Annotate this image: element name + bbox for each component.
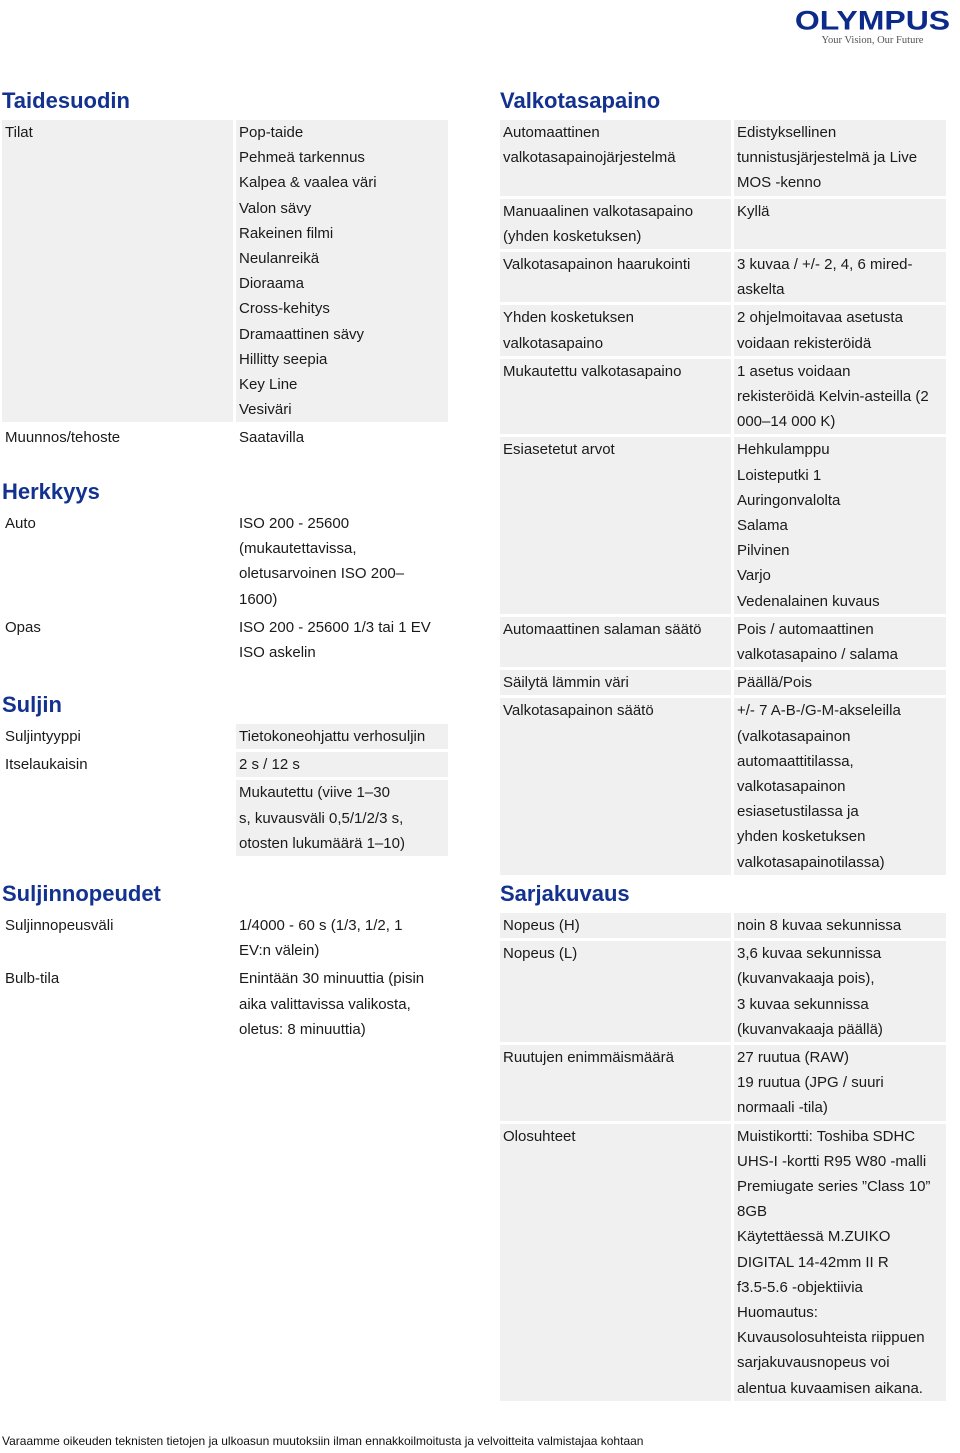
spec-row — [2, 120, 448, 425]
section-suljin — [2, 692, 448, 859]
text-line: Bulb-tila — [5, 970, 60, 988]
text-line: Vedenalainen kuvaus — [737, 592, 880, 610]
section-title: Suljin — [2, 692, 62, 717]
spec-row — [2, 615, 448, 668]
spec-label — [500, 698, 734, 874]
text-line: UHS-I -kortti R95 W80 -malli — [737, 1152, 927, 1170]
text-line: automaattitilassa, — [737, 752, 854, 770]
text-line: Tilat — [5, 124, 33, 141]
text-line: Cross-kehitys — [239, 300, 330, 318]
text-line: Valon sävy — [239, 199, 312, 217]
text-line: otosten lukumäärä 1–10) — [239, 834, 405, 852]
text-line: Manuaalinen valkotasapaino — [503, 202, 694, 220]
text-line: Automaattinen — [503, 124, 600, 141]
text-line: (yhden kosketuksen) — [503, 227, 642, 245]
text-line: Edistyksellinen — [737, 124, 837, 141]
spec-table — [2, 511, 448, 668]
section-title: Taidesuodin — [2, 88, 130, 113]
spec-row — [500, 617, 946, 670]
spec-row — [500, 913, 946, 941]
text-line: MOS -kenno — [737, 174, 822, 192]
text-line: ISO 200 - 25600 — [239, 515, 350, 532]
text-line: Huomautus: — [737, 1304, 818, 1322]
olympus-logo — [790, 2, 955, 46]
spec-row — [2, 913, 448, 966]
text-line: tunnistusjärjestelmä ja Live — [737, 149, 918, 167]
text-line: 27 ruutua (RAW) — [737, 1049, 849, 1067]
text-line: Valkotasapainon haarukointi — [503, 256, 691, 274]
spec-row — [500, 199, 946, 252]
text-line: Mukautettu (viive 1–30 — [239, 784, 390, 802]
text-line: Automaattinen salaman säätö — [503, 620, 702, 638]
text-line: Nopeus (L) — [503, 945, 578, 963]
section-title: Valkotasapaino — [500, 88, 661, 113]
text-line: voidaan rekisteröidä — [737, 334, 872, 352]
spec-row — [500, 120, 946, 199]
spec-label — [500, 617, 734, 667]
text-line: Kuvausolosuhteista riippuen — [737, 1329, 925, 1347]
text-line: Suljinnopeusväli — [5, 917, 114, 934]
spec-value — [734, 698, 946, 874]
text-line: Suljintyyppi — [5, 728, 81, 745]
text-line: alentua kuvaamisen aikana. — [737, 1379, 923, 1397]
spec-label — [2, 615, 236, 665]
text-line: (mukautettavissa, — [239, 540, 357, 558]
footer-disclaimer: Varaamme oikeuden teknisten tietojen ja ulkoasun muutoksiin ilman ennakkoilmoitusta ja velvoitteita valmistajaa kohtaan — [2, 1434, 644, 1448]
text-line: normaali -tila) — [737, 1099, 828, 1117]
spec-row — [500, 359, 946, 438]
text-line: 3 kuvaa sekunnissa — [737, 995, 869, 1013]
text-line: Itselaukaisin — [5, 756, 88, 774]
text-line: Mukautettu valkotasapaino — [503, 362, 682, 380]
spec-value — [734, 670, 946, 695]
spec-label — [2, 511, 236, 612]
text-line: 2 ohjelmoitavaa asetusta — [737, 309, 903, 327]
spec-label — [500, 199, 734, 249]
spec-row — [2, 780, 448, 859]
text-line: (valkotasapainon — [737, 727, 851, 745]
text-line: esiasetustilassa ja — [737, 803, 859, 821]
spec-value — [236, 913, 448, 963]
text-line: s, kuvausväli 0,5/1/2/3 s, — [239, 809, 404, 827]
section-sarjakuvaus — [500, 881, 946, 1404]
text-line: DIGITAL 14-42mm II R — [737, 1253, 889, 1271]
text-line: 3 kuvaa / +/- 2, 4, 6 mired- — [737, 256, 913, 274]
text-line: yhden kosketuksen — [737, 828, 866, 846]
spec-value — [734, 252, 946, 302]
text-line: 2 s / 12 s — [239, 756, 300, 774]
text-line: valkotasapainon — [737, 778, 846, 796]
text-line: Muunnos/tehoste — [5, 429, 121, 447]
spec-value — [734, 1045, 946, 1121]
spec-value — [734, 359, 946, 435]
text-line: noin 8 kuvaa sekunnissa — [737, 917, 902, 934]
text-line: Yhden kosketuksen — [503, 309, 634, 327]
spec-label — [2, 780, 236, 856]
spec-value — [734, 1124, 946, 1401]
spec-table — [2, 913, 448, 1045]
section-title: Herkkyys — [2, 479, 100, 504]
spec-value — [236, 615, 448, 665]
text-line: Nopeus (H) — [503, 917, 580, 934]
text-line: valkotasapainotilassa) — [737, 853, 885, 871]
spec-value — [734, 913, 946, 938]
section-herkkyys — [2, 479, 448, 668]
spec-row — [2, 752, 448, 780]
spec-label — [2, 724, 236, 749]
spec-value — [734, 617, 946, 667]
text-line: Dramaattinen sävy — [239, 325, 365, 343]
spec-table — [2, 120, 448, 454]
spec-value — [236, 425, 448, 450]
text-line: oletusarvoinen ISO 200– — [239, 565, 405, 583]
spec-label — [2, 425, 236, 450]
text-line: Pop-taide — [239, 124, 304, 141]
spec-table — [2, 724, 448, 859]
text-line: Pilvinen — [737, 542, 790, 560]
text-line: askelta — [737, 281, 785, 299]
text-line: rekisteröidä Kelvin-asteilla (2 — [737, 388, 929, 406]
spec-label — [500, 913, 734, 938]
spec-table — [500, 913, 946, 1404]
section-title: Sarjakuvaus — [500, 881, 630, 906]
spec-value — [236, 511, 448, 612]
section-valkotasapaino — [500, 88, 946, 878]
text-line: Varjo — [737, 567, 771, 585]
text-line: Vesiväri — [239, 401, 292, 419]
text-line — [5, 780, 236, 805]
text-line: Auto — [5, 515, 36, 532]
spec-label — [2, 966, 236, 1042]
spec-label — [2, 752, 236, 777]
spec-value — [236, 780, 448, 856]
text-line: ISO 200 - 25600 1/3 tai 1 EV — [239, 618, 431, 636]
text-line: valkotasapaino — [503, 334, 604, 352]
spec-row — [500, 305, 946, 358]
text-line: Kalpea & vaalea väri — [239, 174, 377, 192]
spec-value — [236, 752, 448, 777]
spec-row — [500, 1124, 946, 1404]
text-line: Pehmeä tarkennus — [239, 149, 365, 167]
spec-row — [2, 724, 448, 752]
text-line: +/- 7 A-B-/G-M-akseleilla — [737, 702, 901, 720]
text-line: Ruutujen enimmäismäärä — [503, 1049, 674, 1067]
spec-value — [236, 120, 448, 422]
section-suljinnopeudet — [2, 881, 448, 1045]
spec-label — [500, 359, 734, 435]
text-line: Neulanreikä — [239, 250, 320, 268]
text-line: aika valittavissa valikosta, — [239, 995, 411, 1013]
spec-label — [500, 941, 734, 1042]
text-line: 1 asetus voidaan — [737, 362, 851, 380]
logo-tagline: Your Vision, Our Future — [821, 35, 924, 46]
spec-row — [500, 1045, 946, 1124]
spec-row — [2, 966, 448, 1045]
spec-value — [236, 966, 448, 1042]
section-taidesuodin — [2, 88, 448, 454]
text-line: f3.5-5.6 -objektiivia — [737, 1278, 863, 1296]
spec-label — [500, 252, 734, 302]
spec-row — [2, 425, 448, 453]
text-line: EV:n välein) — [239, 942, 320, 960]
text-line: Opas — [5, 618, 41, 636]
spec-label — [500, 120, 734, 196]
text-line: Päällä/Pois — [737, 674, 813, 692]
spec-label — [500, 670, 734, 695]
text-line: Hehkulamppu — [737, 441, 830, 459]
text-line: oletus: 8 minuuttia) — [239, 1020, 366, 1038]
text-line: Kyllä — [737, 202, 770, 220]
text-line: Premiugate series ”Class 10” — [737, 1178, 931, 1196]
text-line: Auringonvalolta — [737, 491, 841, 509]
text-line: Säilytä lämmin väri — [503, 674, 629, 692]
text-line: (kuvanvakaaja pois), — [737, 970, 875, 988]
text-line: Pois / automaattinen — [737, 620, 874, 638]
text-line: 8GB — [737, 1203, 768, 1221]
text-line: Rakeinen filmi — [239, 224, 334, 242]
spec-value — [734, 941, 946, 1042]
spec-label — [500, 1124, 734, 1401]
text-line: valkotasapaino / salama — [737, 646, 898, 664]
text-line: ISO askelin — [239, 644, 316, 662]
text-line: Olosuhteet — [503, 1127, 576, 1145]
text-line: Dioraama — [239, 275, 305, 293]
text-line: Hillitty seepia — [239, 350, 328, 368]
spec-table — [500, 120, 946, 878]
text-line: Saatavilla — [239, 429, 305, 447]
spec-row — [500, 941, 946, 1045]
text-line: 1600) — [239, 590, 278, 608]
text-line: Key Line — [239, 376, 298, 394]
text-line: Tietokoneohjattu verhosuljin — [239, 728, 426, 745]
spec-value — [734, 305, 946, 355]
text-line: 1/4000 - 60 s (1/3, 1/2, 1 — [239, 917, 403, 934]
text-line: Esiasetetut arvot — [503, 441, 615, 459]
spec-label — [2, 120, 236, 422]
spec-row — [500, 670, 946, 698]
spec-label — [500, 1045, 734, 1121]
text-line: Valkotasapainon säätö — [503, 702, 654, 720]
spec-label — [2, 913, 236, 963]
text-line: (kuvanvakaaja päällä) — [737, 1020, 883, 1038]
spec-label — [500, 305, 734, 355]
text-line: 3,6 kuvaa sekunnissa — [737, 945, 882, 963]
text-line: Salama — [737, 517, 788, 535]
spec-value — [734, 437, 946, 613]
text-line: 000–14 000 K) — [737, 413, 836, 431]
logo-wordmark: OLYMPUS — [794, 4, 951, 36]
spec-row — [2, 511, 448, 615]
section-title: Suljinnopeudet — [2, 881, 161, 906]
text-line: 19 ruutua (JPG / suuri — [737, 1074, 884, 1092]
spec-value — [734, 120, 946, 196]
spec-value — [734, 199, 946, 249]
text-line: valkotasapainojärjestelmä — [503, 149, 676, 167]
spec-row — [500, 437, 946, 616]
spec-value — [236, 724, 448, 749]
text-line: Käytettäessä M.ZUIKO — [737, 1228, 891, 1246]
spec-row — [500, 252, 946, 305]
text-line: Enintään 30 minuuttia (pisin — [239, 970, 425, 988]
text-line: Muistikortti: Toshiba SDHC — [737, 1127, 916, 1145]
spec-row — [500, 698, 946, 877]
text-line: Loisteputki 1 — [737, 466, 822, 484]
text-line: sarjakuvausnopeus voi — [737, 1354, 890, 1372]
spec-label — [500, 437, 734, 613]
